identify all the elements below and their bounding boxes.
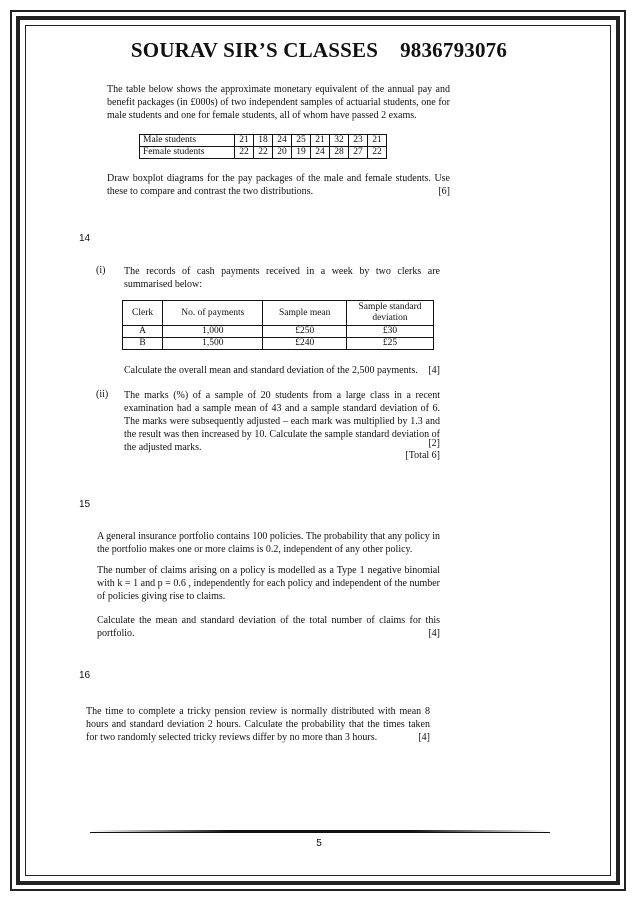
table-cell: 32 (330, 135, 349, 147)
column-header: No. of payments (163, 301, 263, 326)
question-number-15: 15 (79, 499, 91, 510)
part-i-marks: [4] (428, 365, 440, 376)
part-ii-marks: [2] (428, 438, 440, 449)
part-i-label: (i) (96, 265, 106, 276)
q14-total: [Total 6] (405, 450, 440, 461)
table-cell: £240 (263, 338, 347, 350)
page-number: 5 (316, 838, 322, 849)
table-cell: £250 (263, 326, 347, 338)
part-i-task-text: Calculate the overall mean and standard deviation of the 2,500 payments. (124, 365, 418, 376)
part-i-text: The records of cash payments received in a week by two clerks are summarised below: (124, 266, 440, 290)
table-cell: 21 (235, 135, 254, 147)
table-cell: 19 (292, 147, 311, 159)
table-cell: 22 (254, 147, 273, 159)
table-row (123, 326, 434, 338)
q15-marks: [4] (428, 628, 440, 639)
table-cell: 24 (273, 135, 292, 147)
part-ii-text: The marks (%) of a sample of 20 students from a large class in a recent examination had a sample mean of 43 and a sample standard deviation of 6. The marks were subsequently adjusted – each mark was multiplied by 1.3 and the result was then increased by 10. Calculate the sample standard deviation of the adjusted marks. (124, 390, 440, 453)
q13-task-text: Draw boxplot diagrams for the pay packages of the male and female students. Use these to compare and contrast the two distributions. (107, 173, 450, 197)
pay-table (139, 134, 387, 159)
table-row (123, 338, 434, 350)
table-cell: 1,000 (163, 326, 263, 338)
q16-body: The time to complete a tricky pension review is normally distributed with mean 8 hours and standard deviation 2 hours. Calculate the probability that the times taken for two randomly selected tricky reviews differ by no more than 3 hours. (86, 706, 430, 743)
table-cell: 23 (349, 135, 368, 147)
table-row (140, 135, 387, 147)
q16-text (86, 705, 430, 744)
table-cell: 18 (254, 135, 273, 147)
table-cell: £25 (347, 338, 434, 350)
q15-para3-text: Calculate the mean and standard deviation of the total number of claims for this portfolio. (97, 615, 440, 639)
question-number-16: 16 (79, 670, 91, 681)
table-cell: 22 (235, 147, 254, 159)
table-cell: £30 (347, 326, 434, 338)
q13-marks: [6] (438, 186, 450, 197)
header-phone: 9836793076 (400, 38, 508, 62)
page-header (0, 38, 638, 63)
table-row (140, 147, 387, 159)
q15-para2: The number of claims arising on a policy is modelled as a Type 1 negative binomial with k = 1 and p = 0.6 , independently for each policy and independent of the number of policies giving rise to claims. (97, 565, 440, 602)
table-cell: 20 (273, 147, 292, 159)
row-label: Male students (140, 135, 235, 147)
table-cell: 21 (368, 135, 387, 147)
part-ii-label: (ii) (96, 389, 109, 400)
table-cell: 27 (349, 147, 368, 159)
header-title: SOURAV SIR’S CLASSES (130, 38, 379, 62)
column-header: Sample mean (263, 301, 347, 326)
table-header-row (123, 301, 434, 326)
table-cell: A (123, 326, 163, 338)
part-i-task (124, 364, 440, 377)
q16-marks: [4] (418, 732, 430, 743)
table-cell: B (123, 338, 163, 350)
q15-para3 (97, 614, 440, 640)
row-label: Female students (140, 147, 235, 159)
q13-intro: The table below shows the approximate monetary equivalent of the annual pay and benefit packages (in £000s) of two independent samples of actuarial students, one for male students and one for female students, all of whom have passed 2 exams. (107, 84, 450, 121)
footer-rule-thin (90, 832, 550, 833)
clerk-table (122, 300, 434, 350)
q13-task (107, 172, 450, 198)
question-number-14: 14 (79, 233, 91, 244)
q15-para1: A general insurance portfolio contains 100 policies. The probability that any policy in the portfolio makes one or more claims is 0.2, independent of any other policy. (97, 531, 440, 555)
table-cell: 25 (292, 135, 311, 147)
table-cell: 1,500 (163, 338, 263, 350)
table-cell: 24 (311, 147, 330, 159)
table-cell: 21 (311, 135, 330, 147)
table-cell: 28 (330, 147, 349, 159)
column-header: Clerk (123, 301, 163, 326)
column-header: Sample standard deviation (347, 301, 434, 326)
table-cell: 22 (368, 147, 387, 159)
